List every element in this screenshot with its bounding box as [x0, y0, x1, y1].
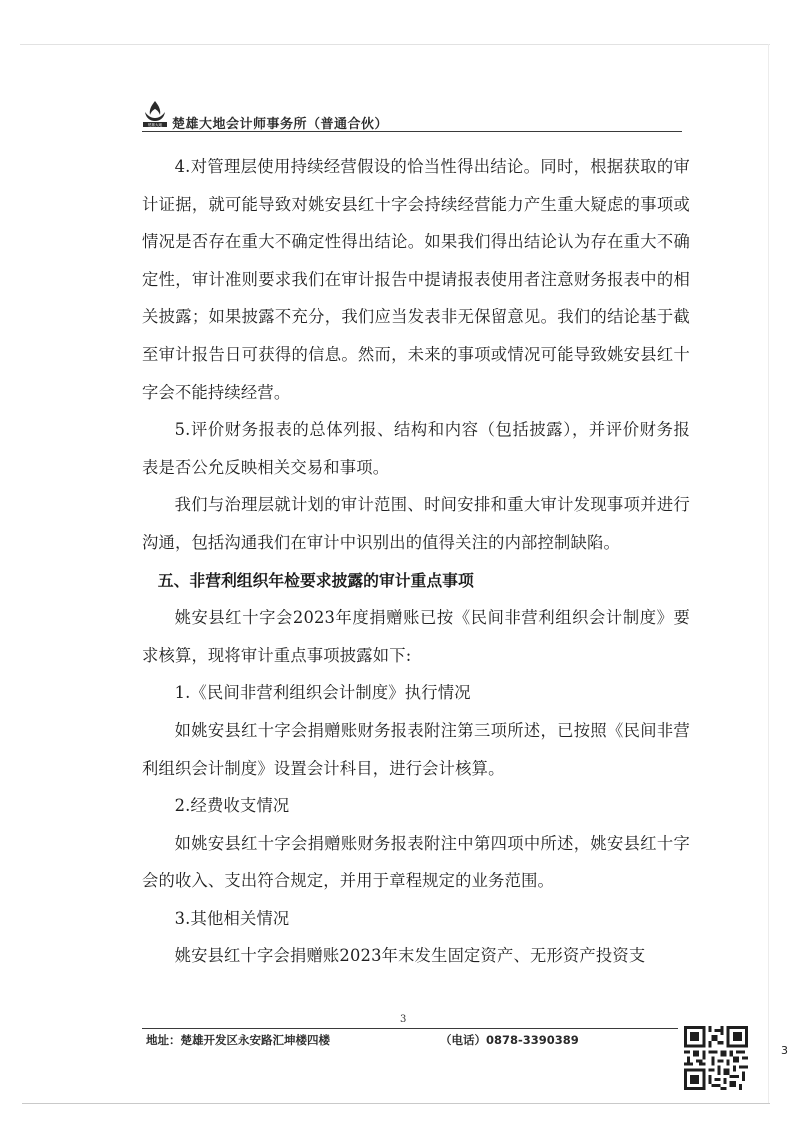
firm-name: 楚雄大地会计师事务所（普通合伙）: [172, 117, 389, 132]
logo-text: 楚雄大地: [147, 123, 163, 128]
paragraph-income-expense: 如姚安县红十字会捐赠账财务报表附注中第四项中所述，姚安县红十字会的收入、支出符合规定，并用于章程规定的业务范围。: [142, 833, 690, 891]
paragraph-governance-communication: 我们与治理层就计划的审计范围、时间安排和重大审计发现事项并进行沟通，包括沟通我们在审计中识别出的值得关注的内部控制缺陷。: [142, 495, 690, 552]
subheading-accounting-system: 1.《民间非营利组织会计制度》执行情况: [174, 683, 471, 703]
footer-phone: （电话）0878-3390389: [440, 1033, 579, 1047]
paragraph-accounting-system: 如姚安县红十字会捐赠账财务报表附注第三项所述，已按照《民间非营利组织会计制度》设置会计科目，进行会计核算。: [142, 720, 690, 778]
firm-logo-icon: [142, 100, 168, 128]
scan-edge-top: [20, 44, 770, 45]
subheading-other-matters: 3.其他相关情况: [174, 908, 290, 928]
footer-address: 地址：楚雄开发区永安路汇坤楼四楼: [146, 1033, 330, 1047]
paragraph-section-intro: 姚安县红十字会2023年度捐赠账已按《民间非营利组织会计制度》要求核算，现将审计重点事项披露如下:: [142, 608, 690, 665]
qr-code-icon: [684, 1026, 748, 1090]
footer-divider: [142, 1028, 678, 1029]
document-body: [142, 148, 690, 975]
subheading-income-expense: 2.经费收支情况: [174, 796, 290, 816]
scan-edge-bottom: [22, 1103, 770, 1104]
page-number: 3: [400, 1014, 407, 1025]
header-divider: [142, 131, 682, 132]
scan-edge-right: [768, 44, 769, 1104]
letterhead: [142, 100, 682, 134]
paragraph-other-matters: 姚安县红十字会捐赠账2023年末发生固定资产、无形资产投资支: [174, 946, 646, 966]
section-heading: 五、非营利组织年检要求披露的审计重点事项: [157, 570, 474, 590]
paragraph-presentation: 5.评价财务报表的总体列报、结构和内容（包括披露），并评价财务报表是否公允反映相关交易和事项。: [142, 420, 690, 477]
side-page-number: 3: [781, 1044, 788, 1057]
paragraph-going-concern: 4.对管理层使用持续经营假设的恰当性得出结论。同时，根据获取的审计证据，就可能导致对姚安县红十字会持续经营能力产生重大疑虑的事项或情况是否存在重大不确定性得出结论。如果我们得出结论认为存在重大不确定性，审计准则要求我们在审计报告中提请报表使用者注意财务报表中的相关披露；如果披露不充分，我们应当发表非无保留意见。我们的结论基于截至审计报告日可获得的信息。然而，未来的事项或情况可能导致姚安县红十字会不能持续经营。: [142, 157, 690, 402]
